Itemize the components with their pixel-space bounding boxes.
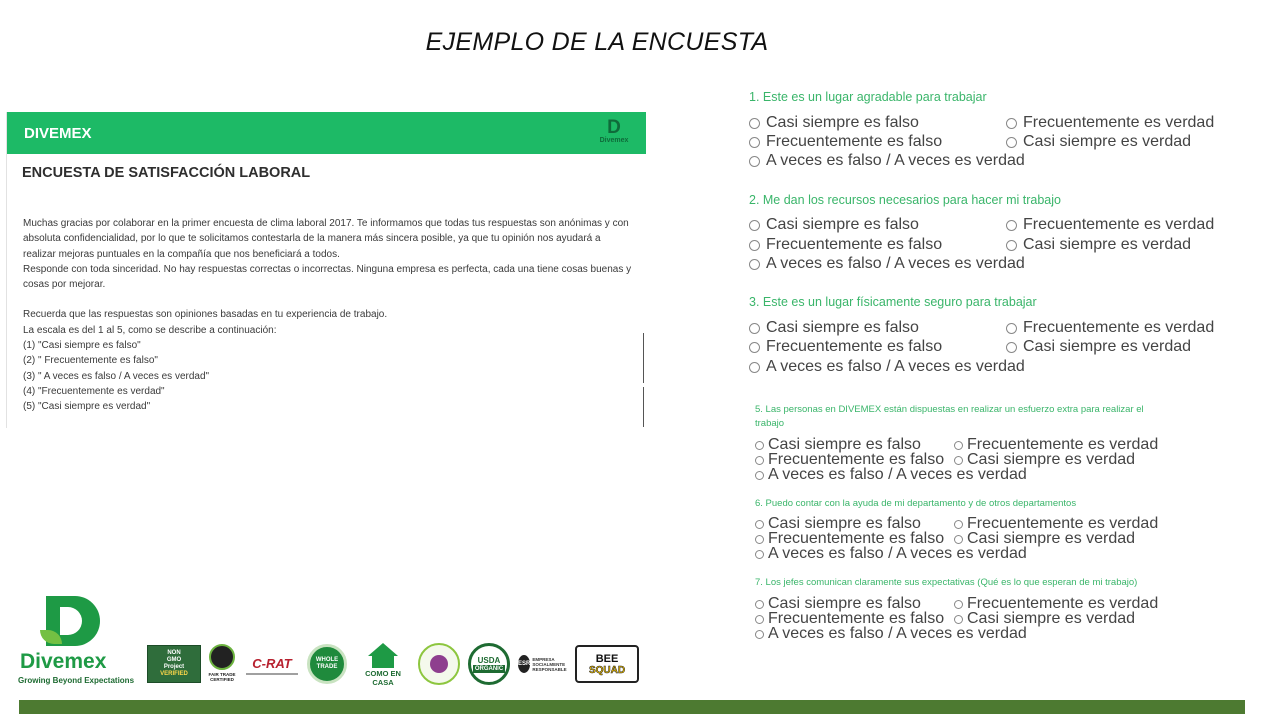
radio-circle-icon[interactable] <box>954 600 963 609</box>
question-title: 5. Las personas en DIVEMEX están dispuestas en realizar un esfuerzo extra para realizar el trabajo <box>755 404 1144 429</box>
divemex-wordmark: Divemex <box>20 650 107 673</box>
scale-line: (1) "Casi siempre es falso" <box>23 340 141 352</box>
option-radio[interactable]: Frecuentemente es falso <box>749 338 942 356</box>
esr-badge: ESR EMPRESA SOCIALMENTE RESPONSABLE <box>518 656 567 672</box>
non-gmo-badge: NON GMO Project VERIFIED <box>147 645 201 683</box>
question-title: 1. Este es un lugar agradable para trabajar <box>749 90 987 104</box>
radio-circle-icon[interactable] <box>749 156 760 167</box>
option-radio[interactable]: Casi siempre es falso <box>749 114 919 132</box>
question-6 <box>755 497 1175 511</box>
radio-circle-icon[interactable] <box>954 535 963 544</box>
scale-line: (5) "Casi siempre es verdad" <box>23 401 151 413</box>
option-radio[interactable]: Casi siempre es falso <box>749 216 919 234</box>
radio-circle-icon[interactable] <box>749 342 760 353</box>
option-radio[interactable]: Frecuentemente es falso <box>755 451 944 469</box>
option-radio[interactable]: Casi siempre es verdad <box>1006 338 1191 356</box>
option-radio[interactable]: Frecuentemente es verdad <box>1006 216 1214 234</box>
question-3 <box>749 295 1037 309</box>
radio-circle-icon[interactable] <box>755 615 764 624</box>
option-radio[interactable]: Casi siempre es falso <box>755 595 921 613</box>
slide-title: EJEMPLO DE LA ENCUESTA <box>425 28 769 56</box>
question-5 <box>755 403 1155 431</box>
radio-circle-icon[interactable] <box>1006 240 1017 251</box>
option-radio[interactable]: A veces es falso / A veces es verdad <box>749 358 1025 376</box>
scale-line: Recuerda que las respuestas son opiniones basadas en tu experiencia de trabajo. <box>23 309 388 321</box>
question-title: 7. Los jefes comunican claramente sus expectativas (Qué es lo que esperan de mi trabajo) <box>755 577 1138 588</box>
radio-circle-icon[interactable] <box>749 240 760 251</box>
divemex-logo-icon <box>596 118 632 148</box>
option-radio[interactable]: A veces es falso / A veces es verdad <box>749 152 1025 170</box>
house-icon <box>368 643 398 656</box>
grape-icon <box>430 655 448 673</box>
option-radio[interactable]: Casi siempre es falso <box>755 515 921 533</box>
radio-circle-icon[interactable] <box>755 535 764 544</box>
option-radio[interactable]: A veces es falso / A veces es verdad <box>755 545 1027 563</box>
logo-name: Divemex <box>599 137 629 144</box>
question-title: 6. Puedo contar con la ayuda de mi departamento y de otros departamentos <box>755 498 1077 509</box>
question-2 <box>749 193 1061 207</box>
scale-line: (3) " A veces es falso / A veces es verdad" <box>23 370 210 382</box>
question-title: 2. Me dan los recursos necesarios para hacer mi trabajo <box>749 193 1061 207</box>
radio-circle-icon[interactable] <box>1006 342 1017 353</box>
radio-circle-icon[interactable] <box>755 456 764 465</box>
logo-letter: D <box>607 117 621 138</box>
option-radio[interactable]: Casi siempre es falso <box>749 319 919 337</box>
radio-circle-icon[interactable] <box>749 118 760 129</box>
esr-mark: ESR <box>518 655 530 673</box>
survey-heading: ENCUESTA DE SATISFACCIÓN LABORAL <box>22 165 311 181</box>
option-radio[interactable]: Frecuentemente es falso <box>749 236 942 254</box>
radio-circle-icon[interactable] <box>749 220 760 231</box>
option-radio[interactable]: Casi siempre es verdad <box>1006 133 1191 151</box>
divemex-main-logo <box>18 596 135 688</box>
survey-intro-panel <box>6 112 647 428</box>
divider-line <box>643 387 644 427</box>
empresa-agricola-badge <box>418 643 460 685</box>
radio-circle-icon[interactable] <box>1006 323 1017 334</box>
radio-circle-icon[interactable] <box>954 456 963 465</box>
radio-circle-icon[interactable] <box>755 441 764 450</box>
option-radio[interactable]: A veces es falso / A veces es verdad <box>749 255 1025 273</box>
intro-paragraph: Responde con toda sinceridad. No hay respuestas correctas o incorrectas. Ninguna empresa es perfecta, cada una tiene cosas buenas y cosas por mejorar. <box>23 263 632 291</box>
divider-line <box>643 333 644 383</box>
scale-line: (2) " Frecuentemente es falso" <box>23 355 158 367</box>
radio-circle-icon[interactable] <box>1006 118 1017 129</box>
crat-badge: C-RAT <box>246 653 298 675</box>
option-radio[interactable]: Frecuentemente es verdad <box>954 515 1158 533</box>
fair-trade-icon <box>209 644 235 670</box>
option-radio[interactable]: Casi siempre es verdad <box>954 451 1135 469</box>
radio-circle-icon[interactable] <box>954 441 963 450</box>
option-radio[interactable]: Frecuentemente es falso <box>755 530 944 548</box>
radio-circle-icon[interactable] <box>755 471 764 480</box>
radio-circle-icon[interactable] <box>749 362 760 373</box>
radio-circle-icon[interactable] <box>755 550 764 559</box>
radio-circle-icon[interactable] <box>755 630 764 639</box>
option-radio[interactable]: Casi siempre es verdad <box>1006 236 1191 254</box>
radio-circle-icon[interactable] <box>755 520 764 529</box>
option-radio[interactable]: Frecuentemente es verdad <box>1006 114 1214 132</box>
radio-circle-icon[interactable] <box>749 137 760 148</box>
footer-bar <box>19 700 1245 714</box>
radio-circle-icon[interactable] <box>749 323 760 334</box>
question-7 <box>755 576 1175 590</box>
option-radio[interactable]: Casi siempre es verdad <box>954 530 1135 548</box>
intro-paragraph: Muchas gracias por colaborar en la primer encuesta de clima laboral 2017. Te informamos que todas tus respuestas son anónimas y con absoluta confidencialidad, por lo que te solicitamos contestarla de la manera más sincera posible, ya que tu opinión nos ayudará a realizar mejoras puntuales en la compañía que nos beneficiará a todos. <box>23 218 629 260</box>
option-radio[interactable]: Frecuentemente es falso <box>749 133 942 151</box>
scale-line: La escala es del 1 al 5, como se describe a continuación: <box>23 324 277 336</box>
option-radio[interactable]: Frecuentemente es falso <box>755 610 944 628</box>
usda-organic-badge: USDA ORGANIC <box>468 643 510 685</box>
scale-line: (4) "Frecuentemente es verdad" <box>23 385 165 397</box>
survey-intro-text <box>23 216 635 415</box>
option-radio[interactable]: Casi siempre es falso <box>755 436 921 454</box>
radio-circle-icon[interactable] <box>749 259 760 270</box>
fair-trade-badge: FAIR TRADE CERTIFIED <box>205 643 239 683</box>
radio-circle-icon[interactable] <box>1006 137 1017 148</box>
option-radio[interactable]: Casi siempre es verdad <box>954 610 1135 628</box>
whole-trade-badge: WHOLE TRADE <box>307 644 347 684</box>
option-radio[interactable]: A veces es falso / A veces es verdad <box>755 466 1027 484</box>
option-radio[interactable]: A veces es falso / A veces es verdad <box>755 625 1027 643</box>
panel-header <box>7 112 646 154</box>
como-en-casa-badge: COMO EN CASA <box>355 643 411 687</box>
question-1 <box>749 90 987 104</box>
option-radio[interactable]: Frecuentemente es verdad <box>954 436 1158 454</box>
radio-circle-icon[interactable] <box>954 520 963 529</box>
bee-squad-badge: BEE SQUAD <box>575 645 639 683</box>
option-radio[interactable]: Frecuentemente es verdad <box>954 595 1158 613</box>
option-radio[interactable]: Frecuentemente es verdad <box>1006 319 1214 337</box>
question-title: 3. Este es un lugar físicamente seguro para trabajar <box>749 295 1037 309</box>
radio-circle-icon[interactable] <box>954 615 963 624</box>
radio-circle-icon[interactable] <box>755 600 764 609</box>
panel-brand: DIVEMEX <box>24 125 92 142</box>
radio-circle-icon[interactable] <box>1006 220 1017 231</box>
divemex-tagline: Growing Beyond Expectations <box>18 676 135 685</box>
